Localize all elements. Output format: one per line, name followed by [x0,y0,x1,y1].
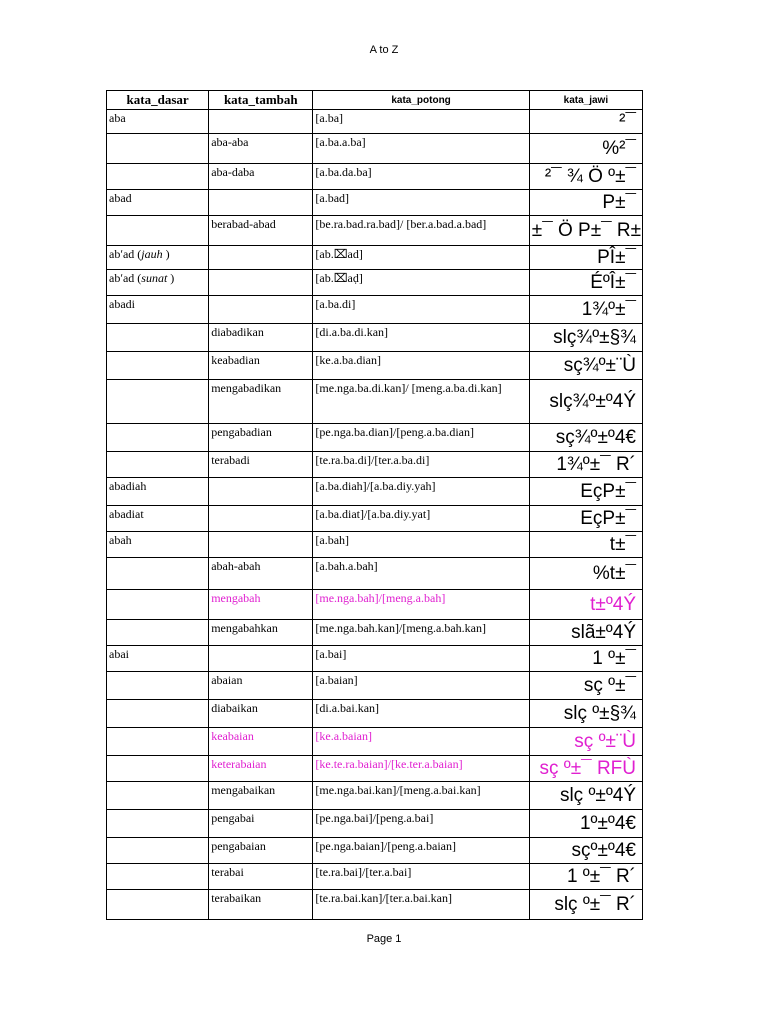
column-header-kata-potong: kata_potong [313,91,529,110]
table-row [107,590,643,620]
cell-kata-potong: [pe.nga.ba.dian]/[peng.a.ba.dian] [313,424,529,452]
cell-kata-tambah [209,532,313,558]
cell-kata-dasar [107,728,209,756]
cell-kata-jawi: sç¾º±¨Ù [529,352,642,380]
cell-kata-potong: [a.ba.diah]/[a.ba.diy.yah] [313,478,529,506]
cell-kata-dasar: abʹad (jauh ) [107,246,209,270]
cell-kata-potong: [di.a.bai.kan] [313,700,529,728]
table-row [107,728,643,756]
cell-kata-jawi: 1 º±¯ [529,646,642,672]
table-row [107,110,643,134]
cell-kata-tambah: pengabadian [209,424,313,452]
cell-kata-tambah: abah-abah [209,558,313,590]
cell-kata-tambah [209,270,313,296]
cell-kata-jawi: 1º±º4€ [529,810,642,838]
table-row [107,558,643,590]
cell-kata-tambah: mengabah [209,590,313,620]
cell-kata-tambah: diabadikan [209,324,313,352]
cell-kata-potong: [di.a.ba.di.kan] [313,324,529,352]
cell-kata-tambah [209,296,313,324]
cell-kata-tambah: berabad-abad [209,216,313,246]
cell-kata-potong: [ke.a.ba.dian] [313,352,529,380]
cell-kata-tambah: aba-aba [209,134,313,164]
cell-kata-jawi: ±¯ Ö P±¯ R± [529,216,642,246]
table-row [107,864,643,890]
cell-kata-tambah [209,110,313,134]
cell-kata-potong: [a.ba.diat]/[a.ba.diy.yat] [313,506,529,532]
cell-kata-dasar [107,620,209,646]
cell-kata-jawi: P±¯ [529,190,642,216]
table-row [107,620,643,646]
cell-kata-tambah: terabai [209,864,313,890]
cell-kata-jawi: sçº±º4€ [529,838,642,864]
cell-kata-potong: [ab.⌧aḍ] [313,270,529,296]
cell-kata-jawi: %²¯ [529,134,642,164]
table-row [107,216,643,246]
cell-kata-tambah: abaian [209,672,313,700]
cell-kata-tambah: terabadi [209,452,313,478]
cell-kata-jawi: sç º±¯ RFÙ [529,756,642,782]
page-title: A to Z [369,44,399,56]
cell-kata-jawi: sç º±¯ [529,672,642,700]
table-row [107,296,643,324]
cell-kata-jawi: sç º±¨Ù [529,728,642,756]
cell-kata-potong: [pe.nga.baian]/[peng.a.baian] [313,838,529,864]
cell-kata-potong: [ab.⌧ad] [313,246,529,270]
cell-kata-dasar [107,424,209,452]
cell-kata-dasar: abadiah [107,478,209,506]
cell-kata-jawi: slã±º4Ý [529,620,642,646]
cell-kata-jawi: t±¯ [529,532,642,558]
cell-kata-jawi: slç¾º±º4Ý [529,380,642,424]
cell-kata-jawi: 1¾º±¯ R´ [529,452,642,478]
cell-kata-tambah [209,506,313,532]
cell-kata-dasar: aba [107,110,209,134]
table-row [107,246,643,270]
cell-kata-jawi: sç¾º±º4€ [529,424,642,452]
cell-kata-tambah: diabaikan [209,700,313,728]
cell-kata-potong: [te.ra.ba.di]/[ter.a.ba.di] [313,452,529,478]
cell-kata-dasar [107,590,209,620]
cell-kata-dasar [107,134,209,164]
cell-kata-dasar [107,672,209,700]
table-row [107,646,643,672]
cell-kata-dasar: abʹad (sunat ) [107,270,209,296]
table-row [107,782,643,810]
cell-kata-dasar [107,782,209,810]
cell-kata-tambah: mengabahkan [209,620,313,646]
table-row [107,352,643,380]
cell-kata-potong: [te.ra.bai.kan]/[ter.a.bai.kan] [313,890,529,920]
column-header-kata-dasar: kata_dasar [107,91,209,110]
cell-kata-dasar [107,890,209,920]
cell-kata-dasar: abadi [107,296,209,324]
cell-kata-jawi: slç º±º4Ý [529,782,642,810]
cell-kata-potong: [me.nga.bai.kan]/[meng.a.bai.kan] [313,782,529,810]
cell-kata-potong: [be.ra.bad.ra.bad]/ [ber.a.bad.a.bad] [313,216,529,246]
table-row [107,838,643,864]
cell-kata-tambah [209,478,313,506]
table-row [107,672,643,700]
cell-kata-tambah: aba-daba [209,164,313,190]
cell-kata-jawi: slç º±¯ R´ [529,890,642,920]
table-row [107,134,643,164]
cell-kata-tambah: mengabaikan [209,782,313,810]
cell-kata-jawi: %t±¯ [529,558,642,590]
cell-kata-jawi: 1 º±¯ R´ [529,864,642,890]
cell-kata-jawi: 1¾º±¯ [529,296,642,324]
table-row [107,890,643,920]
cell-kata-dasar: abad [107,190,209,216]
cell-kata-jawi: EçP±¯ [529,506,642,532]
table-row [107,424,643,452]
cell-kata-jawi: ²¯ [529,110,642,134]
cell-kata-jawi: ²¯ ¾ Ö º±¯ [529,164,642,190]
cell-kata-jawi: ÉºÎ±¯ [529,270,642,296]
table-row [107,164,643,190]
cell-kata-dasar [107,164,209,190]
table-row [107,810,643,838]
cell-kata-potong: [a.bah] [313,532,529,558]
table-row [107,756,643,782]
cell-kata-tambah: keterabaian [209,756,313,782]
cell-kata-dasar: abai [107,646,209,672]
cell-kata-jawi: PÎ±¯ [529,246,642,270]
cell-kata-tambah [209,646,313,672]
cell-kata-tambah: keabaian [209,728,313,756]
column-header-kata-jawi: kata_jawi [529,91,642,110]
cell-kata-dasar [107,756,209,782]
dictionary-table [106,90,643,920]
cell-kata-tambah: pengabai [209,810,313,838]
cell-kata-tambah: keabadian [209,352,313,380]
cell-kata-potong: [me.nga.bah.kan]/[meng.a.bah.kan] [313,620,529,646]
table-row [107,452,643,478]
cell-kata-dasar [107,558,209,590]
cell-kata-tambah: mengabadikan [209,380,313,424]
cell-kata-potong: [a.bai] [313,646,529,672]
cell-kata-potong: [a.ba] [313,110,529,134]
cell-kata-potong: [a.ba.a.ba] [313,134,529,164]
cell-kata-jawi: slç º±§¾ [529,700,642,728]
cell-kata-jawi: EçP±¯ [529,478,642,506]
table-row [107,324,643,352]
table-row [107,478,643,506]
cell-kata-dasar [107,380,209,424]
table-row [107,270,643,296]
cell-kata-potong: [a.bah.a.bah] [313,558,529,590]
cell-kata-potong: [a.bad] [313,190,529,216]
cell-kata-dasar [107,700,209,728]
page-number: Page 1 [366,933,402,945]
cell-kata-potong: [te.ra.bai]/[ter.a.bai] [313,864,529,890]
cell-kata-dasar [107,452,209,478]
cell-kata-jawi: slç¾º±§¾ [529,324,642,352]
cell-kata-dasar: abadiat [107,506,209,532]
cell-kata-dasar [107,216,209,246]
cell-kata-potong: [ke.te.ra.baian]/[ke.ter.a.baian] [313,756,529,782]
cell-kata-dasar [107,324,209,352]
cell-kata-potong: [a.ba.da.ba] [313,164,529,190]
cell-kata-tambah: terabaikan [209,890,313,920]
cell-kata-potong: [a.ba.di] [313,296,529,324]
table-row [107,700,643,728]
cell-kata-jawi: t±º4Ý [529,590,642,620]
table-row [107,380,643,424]
cell-kata-tambah [209,190,313,216]
cell-kata-dasar [107,864,209,890]
table-row [107,532,643,558]
cell-kata-potong: [pe.nga.bai]/[peng.a.bai] [313,810,529,838]
table-header-row [107,91,643,110]
cell-kata-potong: [ke.a.baian] [313,728,529,756]
cell-kata-dasar [107,810,209,838]
cell-kata-potong: [me.nga.bah]/[meng.a.bah] [313,590,529,620]
cell-kata-tambah [209,246,313,270]
table-body [107,110,643,920]
cell-kata-potong: [a.baian] [313,672,529,700]
column-header-kata-tambah: kata_tambah [209,91,313,110]
table-row [107,190,643,216]
cell-kata-potong: [me.nga.ba.di.kan]/ [meng.a.ba.di.kan] [313,380,529,424]
cell-kata-dasar [107,352,209,380]
cell-kata-dasar [107,838,209,864]
cell-kata-tambah: pengabaian [209,838,313,864]
cell-kata-dasar: abah [107,532,209,558]
table-row [107,506,643,532]
